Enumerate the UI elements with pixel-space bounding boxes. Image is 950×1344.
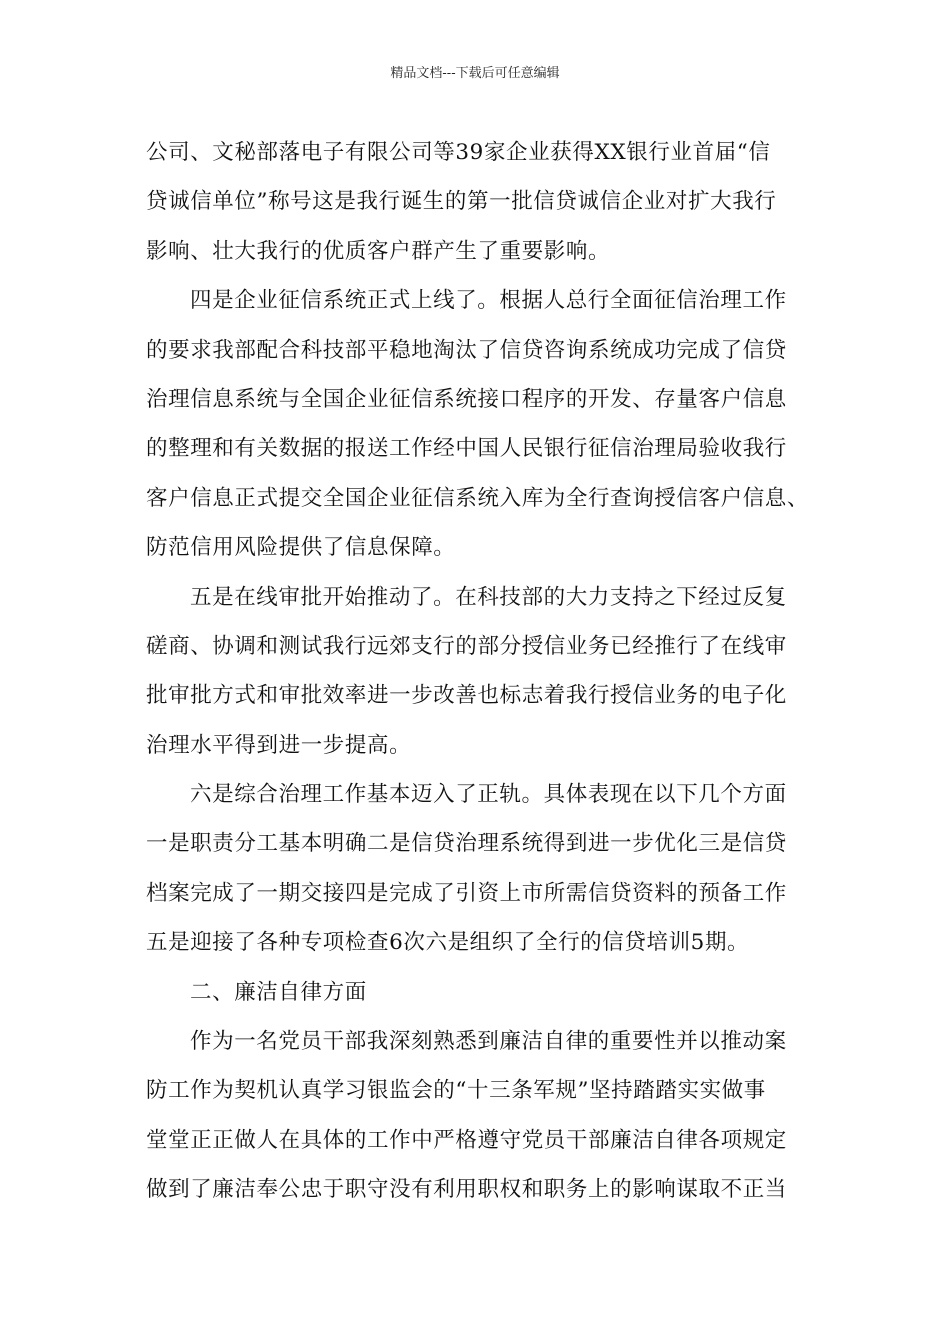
body-line: 的整理和有关数据的报送工作经中国人民银行征信治理局验收我行 [146, 436, 787, 462]
paragraph-start-line: 作为一名党员干部我深刻熟悉到廉洁自律的重要性并以推动案 [190, 1029, 787, 1055]
paragraph-start-line: 五是在线审批开始推动了。在科技部的大力支持之下经过反复 [190, 584, 787, 610]
body-line: 批审批方式和审批效率进一步改善也标志着我行授信业务的电子化 [146, 683, 787, 709]
paragraph-start-line: 六是综合治理工作基本迈入了正轨。具体表现在以下几个方面 [190, 782, 787, 808]
page-header: 精品文档---下载后可任意编辑 [390, 66, 560, 81]
body-line: 客户信息正式提交全国企业征信系统入库为全行查询授信客户信息、 [146, 485, 810, 511]
body-line: 五是迎接了各种专项检查6次六是组织了全行的信贷培训5期。 [146, 930, 750, 956]
body-line: 防工作为契机认真学习银监会的“十三条军规”坚持踏踏实实做事 [146, 1078, 766, 1104]
body-line: 治理水平得到进一步提高。 [146, 732, 412, 758]
body-line: 磋商、协调和测试我行远郊支行的部分授信业务已经推行了在线审 [146, 633, 787, 659]
body-line: 堂堂正正做人在具体的工作中严格遵守党员干部廉洁自律各项规定 [146, 1127, 787, 1153]
body-line: 做到了廉洁奉公忠于职守没有利用职权和职务上的影响谋取不正当 [146, 1177, 787, 1203]
body-line: 治理信息系统与全国企业征信系统接口程序的开发、存量客户信息 [146, 386, 787, 412]
body-line: 一是职责分工基本明确二是信贷治理系统得到进一步优化三是信贷 [146, 831, 787, 857]
section-heading: 二、廉洁自律方面 [190, 979, 367, 1005]
body-line: 的要求我部配合科技部平稳地淘汰了信贷咨询系统成功完成了信贷 [146, 337, 787, 363]
body-line: 影响、壮大我行的优质客户群产生了重要影响。 [146, 238, 611, 264]
body-line: 公司、文秘部落电子有限公司等39家企业获得XX银行业首届“信 [146, 140, 771, 165]
body-line: 贷诚信单位”称号这是我行诞生的第一批信贷诚信企业对扩大我行 [146, 189, 777, 215]
document-body [146, 128, 826, 1215]
body-line: 防范信用风险提供了信息保障。 [146, 535, 456, 561]
paragraph-start-line: 四是企业征信系统正式上线了。根据人总行全面征信治理工作 [190, 288, 787, 314]
body-line: 档案完成了一期交接四是完成了引资上市所需信贷资料的预备工作 [146, 880, 787, 906]
